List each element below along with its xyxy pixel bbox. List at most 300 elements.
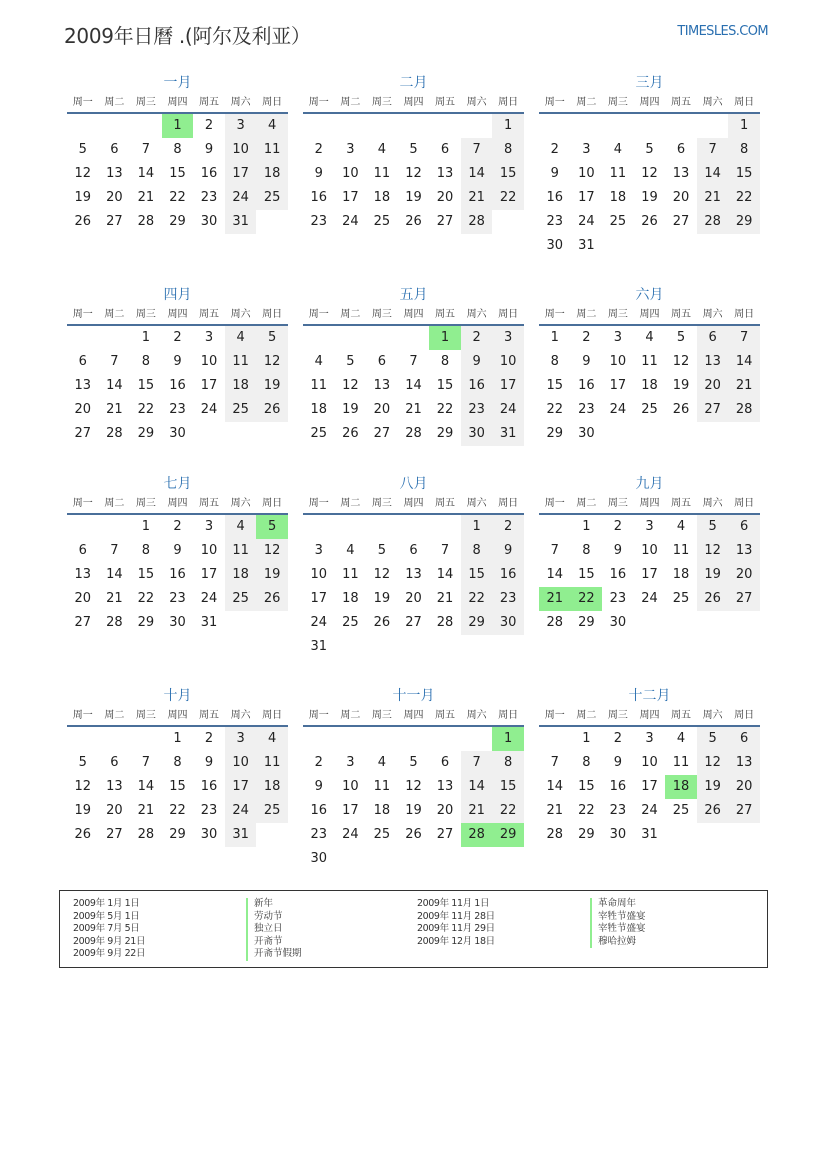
day-cell: 29 xyxy=(169,214,186,229)
day-cell: 23 xyxy=(461,398,493,422)
weekday-label: 周日 xyxy=(734,498,755,509)
day-cell: 8 xyxy=(461,539,493,563)
legend-names-2 xyxy=(590,898,646,948)
day-cell: 3 xyxy=(582,142,591,157)
day-cell: 10 xyxy=(310,567,328,582)
weekday-label: 周二 xyxy=(340,309,361,320)
day-cell: 27 xyxy=(74,426,92,441)
weekday-label: 周五 xyxy=(199,97,220,108)
weekday-label: 周一 xyxy=(72,309,93,320)
day-cell: 23 xyxy=(609,803,627,818)
day-cell: 16 xyxy=(461,374,493,398)
day-cell: 23 xyxy=(492,587,524,611)
day-cell: 3 xyxy=(645,519,654,534)
day-cell: 17 xyxy=(200,378,218,393)
weekday-label: 周五 xyxy=(199,309,220,320)
month-block xyxy=(67,473,288,635)
day-cell: 11 xyxy=(342,567,359,582)
day-cell: 8 xyxy=(728,138,760,162)
weekday-header xyxy=(539,306,760,326)
empty-cell xyxy=(697,114,729,138)
day-cell: 23 xyxy=(169,591,186,606)
day-cell: 28 xyxy=(697,210,729,234)
day-cell: 8 xyxy=(141,543,151,558)
day-grid xyxy=(539,515,760,635)
day-cell: 16 xyxy=(310,803,328,818)
day-cell: 5 xyxy=(645,142,654,157)
day-cell: 15 xyxy=(546,378,564,393)
day-cell: 26 xyxy=(74,214,92,229)
day-cell: 28 xyxy=(546,827,564,842)
day-cell: 22 xyxy=(546,402,564,417)
day-cell: 22 xyxy=(728,186,760,210)
weekday-label: 周三 xyxy=(135,498,156,509)
day-cell: 3 xyxy=(204,330,214,345)
day-cell: 14 xyxy=(461,162,493,186)
day-cell: 24 xyxy=(641,803,658,818)
day-cell: 10 xyxy=(609,354,627,369)
day-cell: 11 xyxy=(373,166,391,181)
day-cell: 2 xyxy=(492,515,524,539)
day-cell: 10 xyxy=(342,779,359,794)
month-name: 九月 xyxy=(635,476,664,492)
weekday-header xyxy=(67,707,288,727)
empty-cell xyxy=(571,114,603,138)
day-cell: 20 xyxy=(436,190,454,205)
day-cell: 11 xyxy=(256,751,288,775)
day-cell: 12 xyxy=(405,166,422,181)
weekday-label: 周五 xyxy=(199,710,220,721)
day-cell: 21 xyxy=(461,186,493,210)
day-cell: 2 xyxy=(461,326,493,350)
month-block xyxy=(67,284,288,446)
legend-date: 2009年 11月 1日 xyxy=(417,898,490,909)
day-cell: 27 xyxy=(106,214,123,229)
weekday-header xyxy=(67,306,288,326)
weekday-header xyxy=(67,495,288,515)
month-block xyxy=(303,685,524,871)
weekday-label: 周三 xyxy=(371,498,392,509)
day-cell: 18 xyxy=(342,591,359,606)
day-cell: 31 xyxy=(641,827,658,842)
day-cell: 15 xyxy=(436,378,454,393)
empty-cell xyxy=(67,326,99,350)
day-cell: 10 xyxy=(492,350,524,374)
day-cell: 26 xyxy=(342,426,359,441)
day-cell: 13 xyxy=(728,751,760,775)
empty-cell xyxy=(303,114,335,138)
day-cell: 12 xyxy=(342,378,359,393)
day-cell: 13 xyxy=(728,539,760,563)
site-brand[interactable]: TIMESLES.COM xyxy=(677,24,768,39)
day-cell: 22 xyxy=(492,799,524,823)
day-cell: 12 xyxy=(697,539,729,563)
day-cell: 7 xyxy=(550,543,559,558)
legend-date: 2009年 9月 21日 xyxy=(73,935,146,947)
weekday-label: 周五 xyxy=(671,710,692,721)
day-cell: 16 xyxy=(169,378,186,393)
weekday-label: 周六 xyxy=(230,309,251,320)
day-cell: 6 xyxy=(440,142,450,157)
weekday-label: 周一 xyxy=(72,498,93,509)
day-cell: 18 xyxy=(373,803,391,818)
day-cell: 21 xyxy=(728,374,760,398)
weekday-label: 周四 xyxy=(403,309,424,320)
empty-cell xyxy=(303,326,335,350)
day-cell: 10 xyxy=(200,354,218,369)
day-cell: 31 xyxy=(492,422,524,446)
day-cell: 2 xyxy=(582,330,591,345)
weekday-label: 周四 xyxy=(167,97,188,108)
day-cell: 27 xyxy=(672,214,690,229)
weekday-label: 周日 xyxy=(262,710,283,721)
day-cell: 27 xyxy=(436,214,454,229)
day-cell: 30 xyxy=(492,611,524,635)
day-cell: 5 xyxy=(377,543,387,558)
day-cell: 24 xyxy=(578,214,595,229)
empty-cell xyxy=(99,727,131,751)
weekday-label: 周一 xyxy=(308,97,329,108)
holiday-day-cell: 18 xyxy=(665,775,697,799)
day-cell: 21 xyxy=(461,799,493,823)
day-cell: 25 xyxy=(373,214,391,229)
day-cell: 28 xyxy=(137,827,155,842)
legend-date: 2009年 11月 28日 xyxy=(417,910,495,922)
empty-cell xyxy=(99,326,131,350)
day-cell: 24 xyxy=(609,402,627,417)
holiday-day-cell: 28 xyxy=(461,823,493,847)
day-cell: 14 xyxy=(436,567,454,582)
day-cell: 19 xyxy=(74,803,92,818)
day-cell: 22 xyxy=(137,591,155,606)
day-cell: 30 xyxy=(546,238,564,253)
day-cell: 18 xyxy=(373,190,391,205)
weekday-header xyxy=(539,495,760,515)
day-cell: 15 xyxy=(169,166,186,181)
legend-date: 2009年 7月 5日 xyxy=(73,923,140,935)
day-cell: 6 xyxy=(440,755,450,770)
day-cell: 29 xyxy=(436,426,454,441)
legend-dates-1 xyxy=(73,898,145,961)
legend-dates-2 xyxy=(417,898,495,948)
day-cell: 7 xyxy=(461,138,493,162)
weekday-label: 周五 xyxy=(199,498,220,509)
day-cell: 15 xyxy=(461,563,493,587)
day-cell: 6 xyxy=(697,326,729,350)
day-cell: 6 xyxy=(728,727,760,751)
day-cell: 29 xyxy=(461,611,493,635)
day-cell: 17 xyxy=(225,162,257,186)
weekday-label: 周二 xyxy=(340,498,361,509)
day-cell: 5 xyxy=(256,326,288,350)
month-block xyxy=(303,284,524,446)
day-cell: 8 xyxy=(550,354,559,369)
weekday-label: 周日 xyxy=(734,710,755,721)
day-cell: 30 xyxy=(200,827,218,842)
weekday-label: 周日 xyxy=(734,97,755,108)
weekday-label: 周三 xyxy=(135,97,156,108)
legend-date: 2009年 12月 18日 xyxy=(417,935,495,947)
day-cell: 20 xyxy=(106,190,123,205)
month-name: 十月 xyxy=(163,688,192,704)
day-cell: 16 xyxy=(578,378,595,393)
empty-cell xyxy=(130,727,162,751)
day-cell: 17 xyxy=(342,803,359,818)
day-cell: 17 xyxy=(641,567,658,582)
empty-cell xyxy=(539,114,571,138)
day-grid xyxy=(303,326,524,446)
weekday-header xyxy=(67,94,288,114)
day-cell: 30 xyxy=(200,214,218,229)
legend-date: 2009年 9月 22日 xyxy=(73,948,146,960)
day-cell: 12 xyxy=(256,539,288,563)
day-cell: 20 xyxy=(106,803,123,818)
day-cell: 17 xyxy=(609,378,627,393)
day-cell: 16 xyxy=(310,190,328,205)
day-cell: 3 xyxy=(204,519,214,534)
weekday-label: 周二 xyxy=(104,498,125,509)
day-cell: 7 xyxy=(110,543,119,558)
day-cell: 26 xyxy=(641,214,658,229)
day-cell: 25 xyxy=(310,426,328,441)
day-cell: 7 xyxy=(440,543,450,558)
day-cell: 14 xyxy=(137,779,155,794)
day-cell: 27 xyxy=(697,398,729,422)
day-cell: 18 xyxy=(225,563,257,587)
day-cell: 25 xyxy=(609,214,627,229)
empty-cell xyxy=(461,114,493,138)
day-cell: 21 xyxy=(697,186,729,210)
weekday-header xyxy=(303,94,524,114)
day-cell: 12 xyxy=(74,166,92,181)
day-cell: 31 xyxy=(200,615,218,630)
day-cell: 11 xyxy=(641,354,658,369)
day-cell: 11 xyxy=(225,350,257,374)
day-cell: 27 xyxy=(405,615,422,630)
day-cell: 22 xyxy=(169,190,186,205)
day-cell: 7 xyxy=(141,755,151,770)
day-cell: 15 xyxy=(169,779,186,794)
day-cell: 28 xyxy=(405,426,422,441)
day-cell: 22 xyxy=(137,402,155,417)
day-cell: 21 xyxy=(137,803,155,818)
day-cell: 3 xyxy=(613,330,623,345)
day-cell: 18 xyxy=(310,402,328,417)
weekday-label: 周一 xyxy=(544,309,565,320)
weekday-label: 周一 xyxy=(72,710,93,721)
day-cell: 6 xyxy=(78,354,87,369)
legend-holiday-name: 劳动节 xyxy=(246,911,302,924)
day-cell: 19 xyxy=(641,190,658,205)
legend-holiday-name: 独立日 xyxy=(246,923,302,936)
day-cell: 13 xyxy=(106,166,123,181)
weekday-label: 周一 xyxy=(544,710,565,721)
day-cell: 21 xyxy=(546,803,564,818)
month-block xyxy=(539,685,760,847)
day-cell: 19 xyxy=(405,190,422,205)
day-cell: 12 xyxy=(405,779,422,794)
day-cell: 14 xyxy=(461,775,493,799)
day-cell: 9 xyxy=(492,539,524,563)
day-cell: 12 xyxy=(256,350,288,374)
day-cell: 9 xyxy=(204,142,214,157)
day-cell: 28 xyxy=(461,210,493,234)
day-cell: 9 xyxy=(314,779,323,794)
empty-cell xyxy=(398,114,430,138)
holiday-day-cell: 5 xyxy=(256,515,288,539)
day-cell: 12 xyxy=(672,354,690,369)
weekday-label: 周三 xyxy=(371,309,392,320)
weekday-label: 周日 xyxy=(498,97,519,108)
day-cell: 6 xyxy=(78,543,87,558)
weekday-label: 周二 xyxy=(104,710,125,721)
day-cell: 20 xyxy=(728,563,760,587)
day-grid xyxy=(303,515,524,659)
day-cell: 21 xyxy=(106,402,123,417)
day-cell: 23 xyxy=(200,803,218,818)
day-cell: 23 xyxy=(200,190,218,205)
day-cell: 11 xyxy=(256,138,288,162)
day-cell: 6 xyxy=(110,755,119,770)
day-cell: 22 xyxy=(578,803,595,818)
day-cell: 30 xyxy=(461,422,493,446)
day-cell: 24 xyxy=(200,591,218,606)
day-cell: 16 xyxy=(200,166,218,181)
holiday-day-cell: 22 xyxy=(571,587,603,611)
month-block xyxy=(539,284,760,446)
day-cell: 13 xyxy=(436,779,454,794)
weekday-label: 周一 xyxy=(544,97,565,108)
month-name: 三月 xyxy=(635,75,664,91)
day-cell: 27 xyxy=(74,615,92,630)
day-cell: 18 xyxy=(225,374,257,398)
day-grid xyxy=(67,326,288,446)
day-cell: 2 xyxy=(173,330,182,345)
day-cell: 7 xyxy=(461,751,493,775)
day-cell: 13 xyxy=(74,567,92,582)
day-cell: 3 xyxy=(225,727,257,751)
weekday-label: 周二 xyxy=(104,309,125,320)
weekday-label: 周三 xyxy=(607,309,628,320)
month-name: 一月 xyxy=(163,75,192,91)
weekday-label: 周五 xyxy=(671,97,692,108)
day-cell: 4 xyxy=(377,755,387,770)
day-cell: 4 xyxy=(314,354,323,369)
day-cell: 1 xyxy=(461,515,493,539)
empty-cell xyxy=(99,515,131,539)
weekday-label: 周六 xyxy=(230,498,251,509)
legend-holiday-name: 宰牲节盛宴 xyxy=(590,923,646,936)
day-grid xyxy=(539,114,760,258)
legend-holiday-name: 开斋节假期 xyxy=(246,948,302,961)
day-cell: 20 xyxy=(672,190,690,205)
day-cell: 17 xyxy=(310,591,328,606)
day-cell: 19 xyxy=(256,563,288,587)
day-cell: 26 xyxy=(405,214,422,229)
weekday-label: 周三 xyxy=(607,97,628,108)
day-cell: 25 xyxy=(256,799,288,823)
day-cell: 9 xyxy=(314,166,323,181)
day-cell: 2 xyxy=(204,731,214,746)
weekday-label: 周三 xyxy=(371,710,392,721)
legend-names-1 xyxy=(246,898,302,961)
day-cell: 5 xyxy=(409,755,418,770)
holiday-day-cell: 1 xyxy=(492,727,524,751)
day-cell: 13 xyxy=(436,166,454,181)
month-block xyxy=(539,473,760,635)
day-cell: 3 xyxy=(346,755,355,770)
day-cell: 24 xyxy=(225,186,257,210)
legend-holiday-name: 革命周年 xyxy=(590,898,646,911)
weekday-label: 周三 xyxy=(135,710,156,721)
day-cell: 5 xyxy=(697,727,729,751)
day-cell: 10 xyxy=(641,543,658,558)
day-cell: 8 xyxy=(440,354,450,369)
day-cell: 11 xyxy=(373,779,391,794)
day-cell: 2 xyxy=(204,118,214,133)
day-cell: 9 xyxy=(204,755,214,770)
day-cell: 29 xyxy=(137,426,155,441)
day-cell: 20 xyxy=(697,374,729,398)
day-cell: 27 xyxy=(728,799,760,823)
day-cell: 17 xyxy=(641,779,658,794)
weekday-label: 周五 xyxy=(435,498,456,509)
day-cell: 26 xyxy=(256,398,288,422)
day-cell: 22 xyxy=(461,587,493,611)
day-cell: 14 xyxy=(405,378,422,393)
empty-cell xyxy=(602,114,634,138)
weekday-label: 周四 xyxy=(403,710,424,721)
day-cell: 21 xyxy=(436,591,454,606)
day-cell: 29 xyxy=(578,615,595,630)
day-cell: 25 xyxy=(256,186,288,210)
day-cell: 16 xyxy=(546,190,564,205)
day-cell: 26 xyxy=(672,402,690,417)
month-name: 四月 xyxy=(163,287,192,303)
day-cell: 10 xyxy=(342,166,359,181)
day-cell: 20 xyxy=(373,402,391,417)
holiday-day-cell: 1 xyxy=(162,114,194,138)
day-cell: 17 xyxy=(342,190,359,205)
day-cell: 7 xyxy=(550,755,559,770)
month-block xyxy=(303,72,524,234)
weekday-label: 周一 xyxy=(308,309,329,320)
day-cell: 11 xyxy=(609,166,627,181)
empty-cell xyxy=(335,114,367,138)
day-cell: 17 xyxy=(200,567,218,582)
weekday-label: 周二 xyxy=(576,97,597,108)
day-cell: 28 xyxy=(728,398,760,422)
day-cell: 2 xyxy=(613,519,623,534)
day-cell: 5 xyxy=(78,142,87,157)
month-name: 六月 xyxy=(635,287,664,303)
weekday-label: 周四 xyxy=(403,498,424,509)
weekday-label: 周六 xyxy=(230,710,251,721)
day-cell: 18 xyxy=(256,162,288,186)
day-cell: 30 xyxy=(609,827,627,842)
day-cell: 28 xyxy=(106,615,123,630)
holiday-day-cell: 1 xyxy=(429,326,461,350)
day-cell: 18 xyxy=(609,190,627,205)
day-cell: 8 xyxy=(582,543,591,558)
day-cell: 9 xyxy=(173,543,182,558)
day-cell: 9 xyxy=(582,354,591,369)
day-cell: 15 xyxy=(137,567,155,582)
day-cell: 8 xyxy=(492,751,524,775)
day-cell: 19 xyxy=(256,374,288,398)
empty-cell xyxy=(366,114,398,138)
page-title: 2009年日曆 .(阿尔及利亚） xyxy=(64,24,311,48)
